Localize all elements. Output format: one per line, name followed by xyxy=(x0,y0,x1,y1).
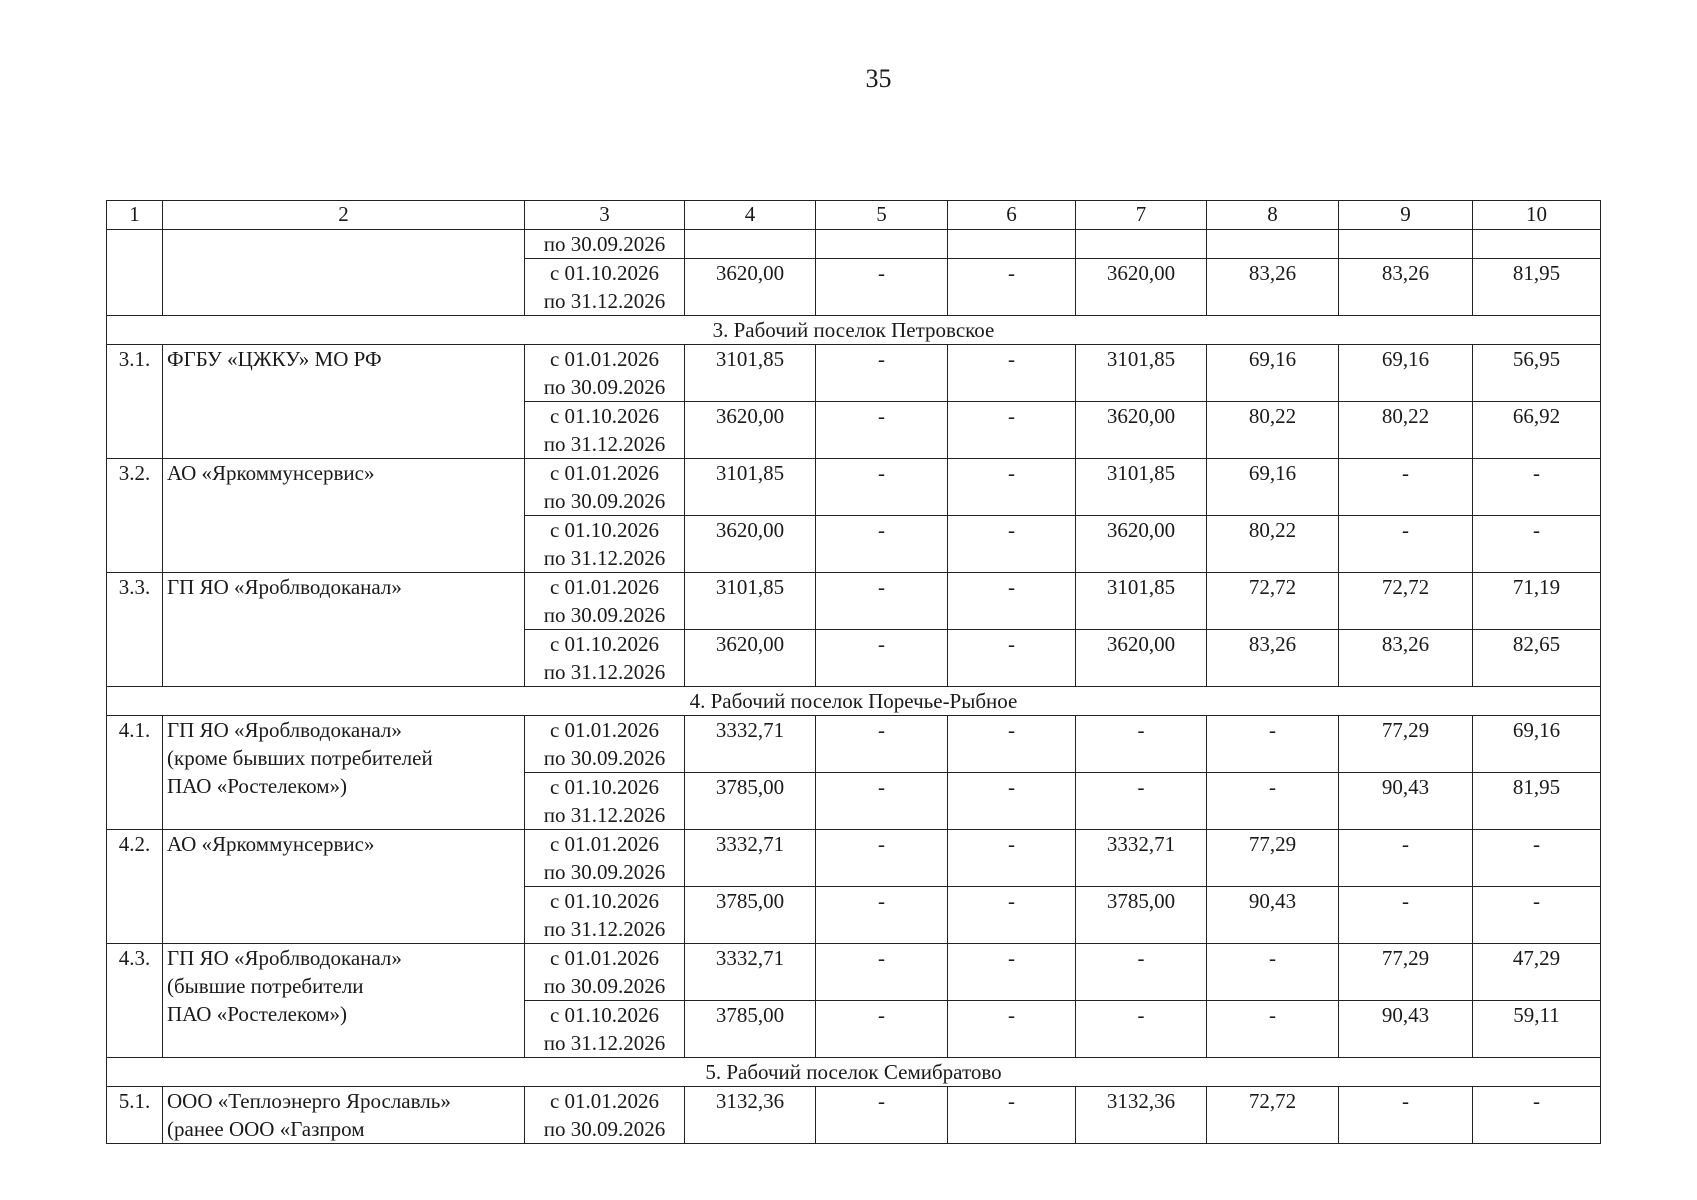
value-cell xyxy=(1076,230,1207,259)
value-cell: - xyxy=(948,516,1076,573)
value-cell: 3101,85 xyxy=(685,573,816,630)
value-cell: 80,22 xyxy=(1207,516,1339,573)
organization-name-cell: ГП ЯО «Яроблводоканал» (бывшие потребители ПАО «Ростелеком») xyxy=(163,944,525,1058)
period-cell: с 01.01.2026 по 30.09.2026 xyxy=(525,573,685,630)
column-number-cell: 4 xyxy=(685,201,816,230)
column-number-cell: 1 xyxy=(107,201,163,230)
section-row xyxy=(107,1058,1601,1087)
column-number-cell: 8 xyxy=(1207,201,1339,230)
table-row xyxy=(107,459,1601,516)
value-cell: - xyxy=(816,830,948,887)
value-cell: 69,16 xyxy=(1339,345,1473,402)
value-cell: - xyxy=(1473,1087,1601,1144)
value-cell: 69,16 xyxy=(1473,716,1601,773)
value-cell: - xyxy=(1076,944,1207,1001)
value-cell: - xyxy=(1339,887,1473,944)
value-cell xyxy=(685,230,816,259)
organization-name-cell: ООО «Теплоэнерго Ярославль» (ранее ООО «Газпром xyxy=(163,1087,525,1144)
table-row xyxy=(107,830,1601,887)
value-cell: 3620,00 xyxy=(685,516,816,573)
value-cell: - xyxy=(816,944,948,1001)
header-row xyxy=(107,201,1601,230)
value-cell: 81,95 xyxy=(1473,259,1601,316)
value-cell: - xyxy=(948,1001,1076,1058)
value-cell: - xyxy=(948,402,1076,459)
value-cell: 83,26 xyxy=(1339,259,1473,316)
period-cell: с 01.10.2026 по 31.12.2026 xyxy=(525,887,685,944)
value-cell: - xyxy=(816,630,948,687)
value-cell: 72,72 xyxy=(1207,573,1339,630)
value-cell: 3101,85 xyxy=(1076,459,1207,516)
value-cell: - xyxy=(1207,1001,1339,1058)
table-row xyxy=(107,716,1601,773)
value-cell: 47,29 xyxy=(1473,944,1601,1001)
value-cell: 3785,00 xyxy=(685,1001,816,1058)
value-cell: - xyxy=(948,716,1076,773)
value-cell: - xyxy=(1339,516,1473,573)
organization-name-cell xyxy=(163,230,525,316)
section-title: 5. Рабочий поселок Семибратово xyxy=(107,1058,1601,1087)
period-cell: с 01.01.2026 по 30.09.2026 xyxy=(525,459,685,516)
value-cell: - xyxy=(1473,516,1601,573)
row-number-cell: 3.3. xyxy=(107,573,163,687)
value-cell: 3785,00 xyxy=(685,773,816,830)
period-cell: по 30.09.2026 xyxy=(525,230,685,259)
value-cell: - xyxy=(1076,1001,1207,1058)
value-cell: - xyxy=(948,459,1076,516)
value-cell: 77,29 xyxy=(1339,944,1473,1001)
value-cell: 82,65 xyxy=(1473,630,1601,687)
value-cell: 77,29 xyxy=(1207,830,1339,887)
value-cell: - xyxy=(1207,944,1339,1001)
value-cell: 3620,00 xyxy=(685,630,816,687)
value-cell: 66,92 xyxy=(1473,402,1601,459)
period-cell: с 01.10.2026 по 31.12.2026 xyxy=(525,402,685,459)
row-number-cell xyxy=(107,230,163,316)
value-cell xyxy=(1339,230,1473,259)
value-cell: 3101,85 xyxy=(1076,573,1207,630)
row-number-cell: 4.2. xyxy=(107,830,163,944)
table-row xyxy=(107,944,1601,1001)
value-cell: - xyxy=(816,259,948,316)
column-number-cell: 7 xyxy=(1076,201,1207,230)
value-cell: - xyxy=(1207,716,1339,773)
value-cell xyxy=(948,230,1076,259)
value-cell xyxy=(1207,230,1339,259)
organization-name-cell: ГП ЯО «Яроблводоканал» (кроме бывших потребителей ПАО «Ростелеком») xyxy=(163,716,525,830)
table-row xyxy=(107,1087,1601,1144)
period-cell: с 01.10.2026 по 31.12.2026 xyxy=(525,630,685,687)
value-cell: 3332,71 xyxy=(685,716,816,773)
value-cell: - xyxy=(1339,1087,1473,1144)
row-number-cell: 4.1. xyxy=(107,716,163,830)
column-number-cell: 3 xyxy=(525,201,685,230)
value-cell: - xyxy=(1473,459,1601,516)
period-cell: с 01.10.2026 по 31.12.2026 xyxy=(525,1001,685,1058)
value-cell: - xyxy=(816,887,948,944)
column-number-cell: 10 xyxy=(1473,201,1601,230)
value-cell: 69,16 xyxy=(1207,345,1339,402)
period-cell: с 01.10.2026 по 31.12.2026 xyxy=(525,773,685,830)
value-cell: 3332,71 xyxy=(685,944,816,1001)
column-number-cell: 5 xyxy=(816,201,948,230)
value-cell: - xyxy=(816,345,948,402)
value-cell xyxy=(816,230,948,259)
period-cell: с 01.01.2026 по 30.09.2026 xyxy=(525,345,685,402)
value-cell: 72,72 xyxy=(1207,1087,1339,1144)
period-cell: с 01.01.2026 по 30.09.2026 xyxy=(525,716,685,773)
value-cell: 81,95 xyxy=(1473,773,1601,830)
value-cell: 3332,71 xyxy=(685,830,816,887)
value-cell: 3132,36 xyxy=(1076,1087,1207,1144)
value-cell: - xyxy=(1473,887,1601,944)
value-cell: - xyxy=(1076,716,1207,773)
continuation-row xyxy=(107,230,1601,259)
value-cell: 3620,00 xyxy=(685,259,816,316)
section-row xyxy=(107,316,1601,345)
value-cell: 3620,00 xyxy=(1076,402,1207,459)
period-cell: с 01.10.2026 по 31.12.2026 xyxy=(525,259,685,316)
value-cell: 3101,85 xyxy=(1076,345,1207,402)
value-cell: - xyxy=(816,459,948,516)
value-cell: 3101,85 xyxy=(685,459,816,516)
value-cell: - xyxy=(816,516,948,573)
value-cell: 72,72 xyxy=(1339,573,1473,630)
table-row xyxy=(107,345,1601,402)
value-cell: 80,22 xyxy=(1339,402,1473,459)
period-cell: с 01.10.2026 по 31.12.2026 xyxy=(525,516,685,573)
value-cell: 3620,00 xyxy=(685,402,816,459)
value-cell: 3620,00 xyxy=(1076,516,1207,573)
table-row xyxy=(107,573,1601,630)
value-cell: 69,16 xyxy=(1207,459,1339,516)
value-cell: 83,26 xyxy=(1207,630,1339,687)
value-cell: - xyxy=(948,345,1076,402)
value-cell: - xyxy=(1339,830,1473,887)
value-cell: 3132,36 xyxy=(685,1087,816,1144)
value-cell: 80,22 xyxy=(1207,402,1339,459)
value-cell: - xyxy=(816,402,948,459)
value-cell: - xyxy=(1473,830,1601,887)
value-cell: - xyxy=(948,1087,1076,1144)
value-cell: 56,95 xyxy=(1473,345,1601,402)
value-cell: - xyxy=(1076,773,1207,830)
value-cell: - xyxy=(948,944,1076,1001)
value-cell: 3620,00 xyxy=(1076,259,1207,316)
value-cell: 90,43 xyxy=(1207,887,1339,944)
organization-name-cell: ФГБУ «ЦЖКУ» МО РФ xyxy=(163,345,525,459)
period-cell: с 01.01.2026 по 30.09.2026 xyxy=(525,1087,685,1144)
value-cell: 3785,00 xyxy=(1076,887,1207,944)
tariff-table xyxy=(106,200,1601,1144)
period-cell: с 01.01.2026 по 30.09.2026 xyxy=(525,830,685,887)
value-cell: - xyxy=(816,716,948,773)
organization-name-cell: АО «Яркоммунсервис» xyxy=(163,830,525,944)
value-cell: - xyxy=(948,887,1076,944)
value-cell: 3101,85 xyxy=(685,345,816,402)
value-cell: 59,11 xyxy=(1473,1001,1601,1058)
value-cell: - xyxy=(948,259,1076,316)
page-number: 35 xyxy=(865,64,892,93)
row-number-cell: 5.1. xyxy=(107,1087,163,1144)
organization-name-cell: АО «Яркоммунсервис» xyxy=(163,459,525,573)
value-cell: 77,29 xyxy=(1339,716,1473,773)
value-cell xyxy=(1473,230,1601,259)
section-title: 3. Рабочий поселок Петровское xyxy=(107,316,1601,345)
value-cell: - xyxy=(816,1001,948,1058)
row-number-cell: 3.1. xyxy=(107,345,163,459)
value-cell: 3332,71 xyxy=(1076,830,1207,887)
value-cell: 3620,00 xyxy=(1076,630,1207,687)
value-cell: 90,43 xyxy=(1339,1001,1473,1058)
value-cell: 83,26 xyxy=(1339,630,1473,687)
column-number-cell: 9 xyxy=(1339,201,1473,230)
column-number-cell: 6 xyxy=(948,201,1076,230)
section-title: 4. Рабочий поселок Поречье-Рыбное xyxy=(107,687,1601,716)
value-cell: - xyxy=(816,573,948,630)
row-number-cell: 3.2. xyxy=(107,459,163,573)
value-cell: 83,26 xyxy=(1207,259,1339,316)
value-cell: - xyxy=(948,773,1076,830)
value-cell: - xyxy=(1207,773,1339,830)
row-number-cell: 4.3. xyxy=(107,944,163,1058)
value-cell: - xyxy=(948,630,1076,687)
value-cell: - xyxy=(948,573,1076,630)
value-cell: - xyxy=(816,1087,948,1144)
period-cell: с 01.01.2026 по 30.09.2026 xyxy=(525,944,685,1001)
value-cell: 3785,00 xyxy=(685,887,816,944)
section-row xyxy=(107,687,1601,716)
value-cell: - xyxy=(816,773,948,830)
value-cell: 90,43 xyxy=(1339,773,1473,830)
value-cell: - xyxy=(948,830,1076,887)
column-number-cell: 2 xyxy=(163,201,525,230)
value-cell: 71,19 xyxy=(1473,573,1601,630)
organization-name-cell: ГП ЯО «Яроблводоканал» xyxy=(163,573,525,687)
value-cell: - xyxy=(1339,459,1473,516)
